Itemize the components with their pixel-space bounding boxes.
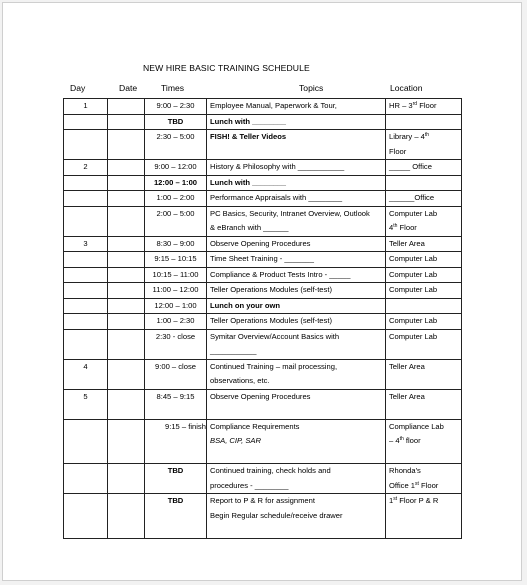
- cell-topic: [207, 283, 386, 299]
- cell-time: 9:00 – 2:30: [145, 99, 207, 115]
- cell-topic: [207, 419, 386, 464]
- cell-time: 2:30 - close: [145, 329, 207, 359]
- table-row: [64, 175, 462, 191]
- table-row: [64, 494, 462, 539]
- cell-date: [108, 283, 145, 299]
- cell-date: [108, 99, 145, 115]
- cell-location: [386, 160, 462, 176]
- topic-line: Lunch with ________: [210, 116, 286, 126]
- location-line: Teller Area: [389, 238, 425, 248]
- location-line: Teller Area: [389, 391, 425, 401]
- table-row: [64, 419, 462, 464]
- location-line: Computer Lab: [389, 254, 438, 263]
- cell-time: 12:00 – 1:00: [145, 175, 207, 191]
- cell-location: [386, 283, 462, 299]
- cell-date: [108, 114, 145, 130]
- topic-line: History & Philosophy with ___________: [210, 162, 345, 171]
- cell-date: [108, 464, 145, 494]
- location-line: Computer Lab: [389, 269, 438, 279]
- cell-date: [108, 359, 145, 389]
- cell-time: 2:30 – 5:00: [145, 130, 207, 160]
- topic-line: Lunch with ________: [210, 177, 286, 187]
- cell-time: TBD: [145, 494, 207, 539]
- topic-line: Compliance & Product Tests Intro - _____: [210, 269, 351, 279]
- header-times: Times: [161, 83, 185, 93]
- cell-topic: [207, 114, 386, 130]
- table-row: [64, 314, 462, 330]
- cell-day: [64, 494, 108, 539]
- table-row: [64, 359, 462, 389]
- cell-location: [386, 419, 462, 464]
- location-line: Compliance Lab: [389, 421, 444, 431]
- cell-topic: [207, 252, 386, 268]
- cell-time: 8:30 – 9:00: [145, 236, 207, 252]
- cell-topic: [207, 206, 386, 236]
- topic-line: Continued training, check holds and: [210, 466, 331, 475]
- table-row: [64, 130, 462, 160]
- cell-time: 9:00 – close: [145, 359, 207, 389]
- cell-day: [64, 175, 108, 191]
- location-line: Computer Lab: [389, 316, 438, 325]
- cell-day: [64, 314, 108, 330]
- cell-topic: [207, 494, 386, 539]
- location-line: [389, 115, 458, 130]
- document-title: NEW HIRE BASIC TRAINING SCHEDULE: [143, 63, 310, 73]
- topic-line: Employee Manual, Paperwork & Tour,: [210, 101, 337, 110]
- location-line: Floor: [389, 146, 407, 156]
- cell-time: 1:00 – 2:00: [145, 191, 207, 207]
- table-row: [64, 99, 462, 115]
- location-line: Rhonda's: [389, 466, 421, 475]
- topic-line: Symitar Overview/Account Basics with: [210, 331, 340, 341]
- topic-line: Lunch on your own: [210, 300, 281, 310]
- location-line: [389, 176, 458, 191]
- cell-day: [64, 252, 108, 268]
- topic-line: [210, 449, 382, 464]
- cell-date: [108, 206, 145, 236]
- location-line: Computer Lab: [389, 208, 438, 218]
- header-topics: Topics: [299, 83, 324, 93]
- location-line: Computer Lab: [389, 285, 438, 294]
- topic-line: ___________: [210, 346, 257, 355]
- cell-topic: [207, 160, 386, 176]
- cell-date: [108, 494, 145, 539]
- cell-topic: [207, 314, 386, 330]
- topic-line: BSA, CIP, SAR: [210, 436, 261, 445]
- location-line: Office 1st Floor: [389, 480, 439, 490]
- cell-time: 9:15 – finish: [145, 419, 207, 464]
- table-row: [64, 114, 462, 130]
- location-line: Computer Lab: [389, 331, 438, 341]
- topic-line: Teller Operations Modules (self-test): [210, 316, 332, 325]
- cell-day: 4: [64, 359, 108, 389]
- table-row: [64, 236, 462, 252]
- table-row: [64, 252, 462, 268]
- cell-date: [108, 329, 145, 359]
- cell-time: 1:00 – 2:30: [145, 314, 207, 330]
- cell-location: [386, 99, 462, 115]
- topic-line: procedures - ________: [210, 480, 289, 490]
- table-row: [64, 191, 462, 207]
- topic-line: Teller Operations Modules (self-test): [210, 285, 332, 294]
- cell-day: 1: [64, 99, 108, 115]
- topic-line: observations, etc.: [210, 376, 270, 385]
- cell-location: [386, 389, 462, 419]
- cell-day: 5: [64, 389, 108, 419]
- topic-line: [210, 404, 382, 419]
- location-line: – 4th floor: [389, 436, 421, 445]
- location-line: Library – 4th: [389, 132, 430, 141]
- topic-line: Performance Appraisals with ________: [210, 193, 343, 202]
- schedule-body: [64, 99, 462, 539]
- cell-day: [64, 206, 108, 236]
- cell-time: TBD: [145, 114, 207, 130]
- cell-date: [108, 236, 145, 252]
- cell-time: 11:00 – 12:00: [145, 283, 207, 299]
- cell-location: [386, 314, 462, 330]
- cell-day: [64, 419, 108, 464]
- cell-date: [108, 252, 145, 268]
- cell-time: 2:00 – 5:00: [145, 206, 207, 236]
- schedule-table: [63, 98, 462, 539]
- topic-line: Time Sheet Training - _______: [210, 254, 314, 263]
- cell-date: [108, 389, 145, 419]
- topic-line: Observe Opening Procedures: [210, 238, 311, 248]
- cell-date: [108, 314, 145, 330]
- cell-date: [108, 298, 145, 314]
- cell-location: [386, 252, 462, 268]
- cell-time: 10:15 – 11:00: [145, 267, 207, 283]
- cell-location: [386, 267, 462, 283]
- cell-day: [64, 283, 108, 299]
- cell-topic: [207, 359, 386, 389]
- cell-day: [64, 191, 108, 207]
- cell-date: [108, 191, 145, 207]
- topic-line: & eBranch with ______: [210, 223, 289, 232]
- cell-location: [386, 191, 462, 207]
- location-line: _____ Office: [389, 162, 432, 171]
- table-row: [64, 464, 462, 494]
- cell-location: [386, 359, 462, 389]
- cell-topic: [207, 267, 386, 283]
- table-row: [64, 206, 462, 236]
- cell-location: [386, 236, 462, 252]
- location-line: 1st Floor P & R: [389, 496, 439, 505]
- cell-day: [64, 464, 108, 494]
- table-row: [64, 298, 462, 314]
- cell-time: 9:00 – 12:00: [145, 160, 207, 176]
- header-location: Location: [390, 83, 423, 93]
- table-row: [64, 267, 462, 283]
- cell-location: [386, 114, 462, 130]
- cell-time: 8:45 – 9:15: [145, 389, 207, 419]
- topic-line: Begin Regular schedule/receive drawer: [210, 510, 343, 520]
- topic-line: Compliance Requirements: [210, 421, 300, 431]
- cell-day: [64, 329, 108, 359]
- table-row: [64, 389, 462, 419]
- cell-time: TBD: [145, 464, 207, 494]
- cell-date: [108, 175, 145, 191]
- cell-location: [386, 464, 462, 494]
- table-row: [64, 160, 462, 176]
- cell-time: 12:00 – 1:00: [145, 298, 207, 314]
- cell-topic: [207, 389, 386, 419]
- table-row: [64, 283, 462, 299]
- cell-day: [64, 298, 108, 314]
- cell-location: [386, 494, 462, 539]
- cell-date: [108, 267, 145, 283]
- cell-day: [64, 130, 108, 160]
- cell-location: [386, 329, 462, 359]
- cell-topic: [207, 175, 386, 191]
- cell-location: [386, 298, 462, 314]
- topic-line: Continued Training – mail processing,: [210, 361, 338, 371]
- topic-line: [210, 523, 382, 538]
- location-line: ______Office: [389, 193, 435, 202]
- cell-topic: [207, 191, 386, 207]
- cell-date: [108, 419, 145, 464]
- cell-topic: [207, 236, 386, 252]
- cell-topic: [207, 130, 386, 160]
- cell-date: [108, 160, 145, 176]
- cell-time: 9:15 – 10:15: [145, 252, 207, 268]
- cell-day: 2: [64, 160, 108, 176]
- cell-day: 3: [64, 236, 108, 252]
- header-date: Date: [119, 83, 138, 93]
- location-line: 4th Floor: [389, 223, 417, 232]
- topic-line: PC Basics, Security, Intranet Overview, Outlook: [210, 208, 370, 218]
- cell-location: [386, 130, 462, 160]
- cell-day: [64, 114, 108, 130]
- location-line: [389, 299, 458, 314]
- table-row: [64, 329, 462, 359]
- cell-topic: [207, 298, 386, 314]
- cell-topic: [207, 464, 386, 494]
- cell-date: [108, 130, 145, 160]
- cell-day: [64, 267, 108, 283]
- cell-location: [386, 206, 462, 236]
- cell-topic: [207, 329, 386, 359]
- location-line: Teller Area: [389, 361, 425, 371]
- topic-line: Observe Opening Procedures: [210, 391, 311, 401]
- location-line: HR – 3rd Floor: [389, 101, 437, 110]
- topic-line: Report to P & R for assignment: [210, 496, 315, 505]
- cell-location: [386, 175, 462, 191]
- cell-topic: [207, 99, 386, 115]
- topic-line: FISH! & Teller Videos: [210, 132, 287, 141]
- header-day: Day: [70, 83, 86, 93]
- document-page: [2, 2, 522, 581]
